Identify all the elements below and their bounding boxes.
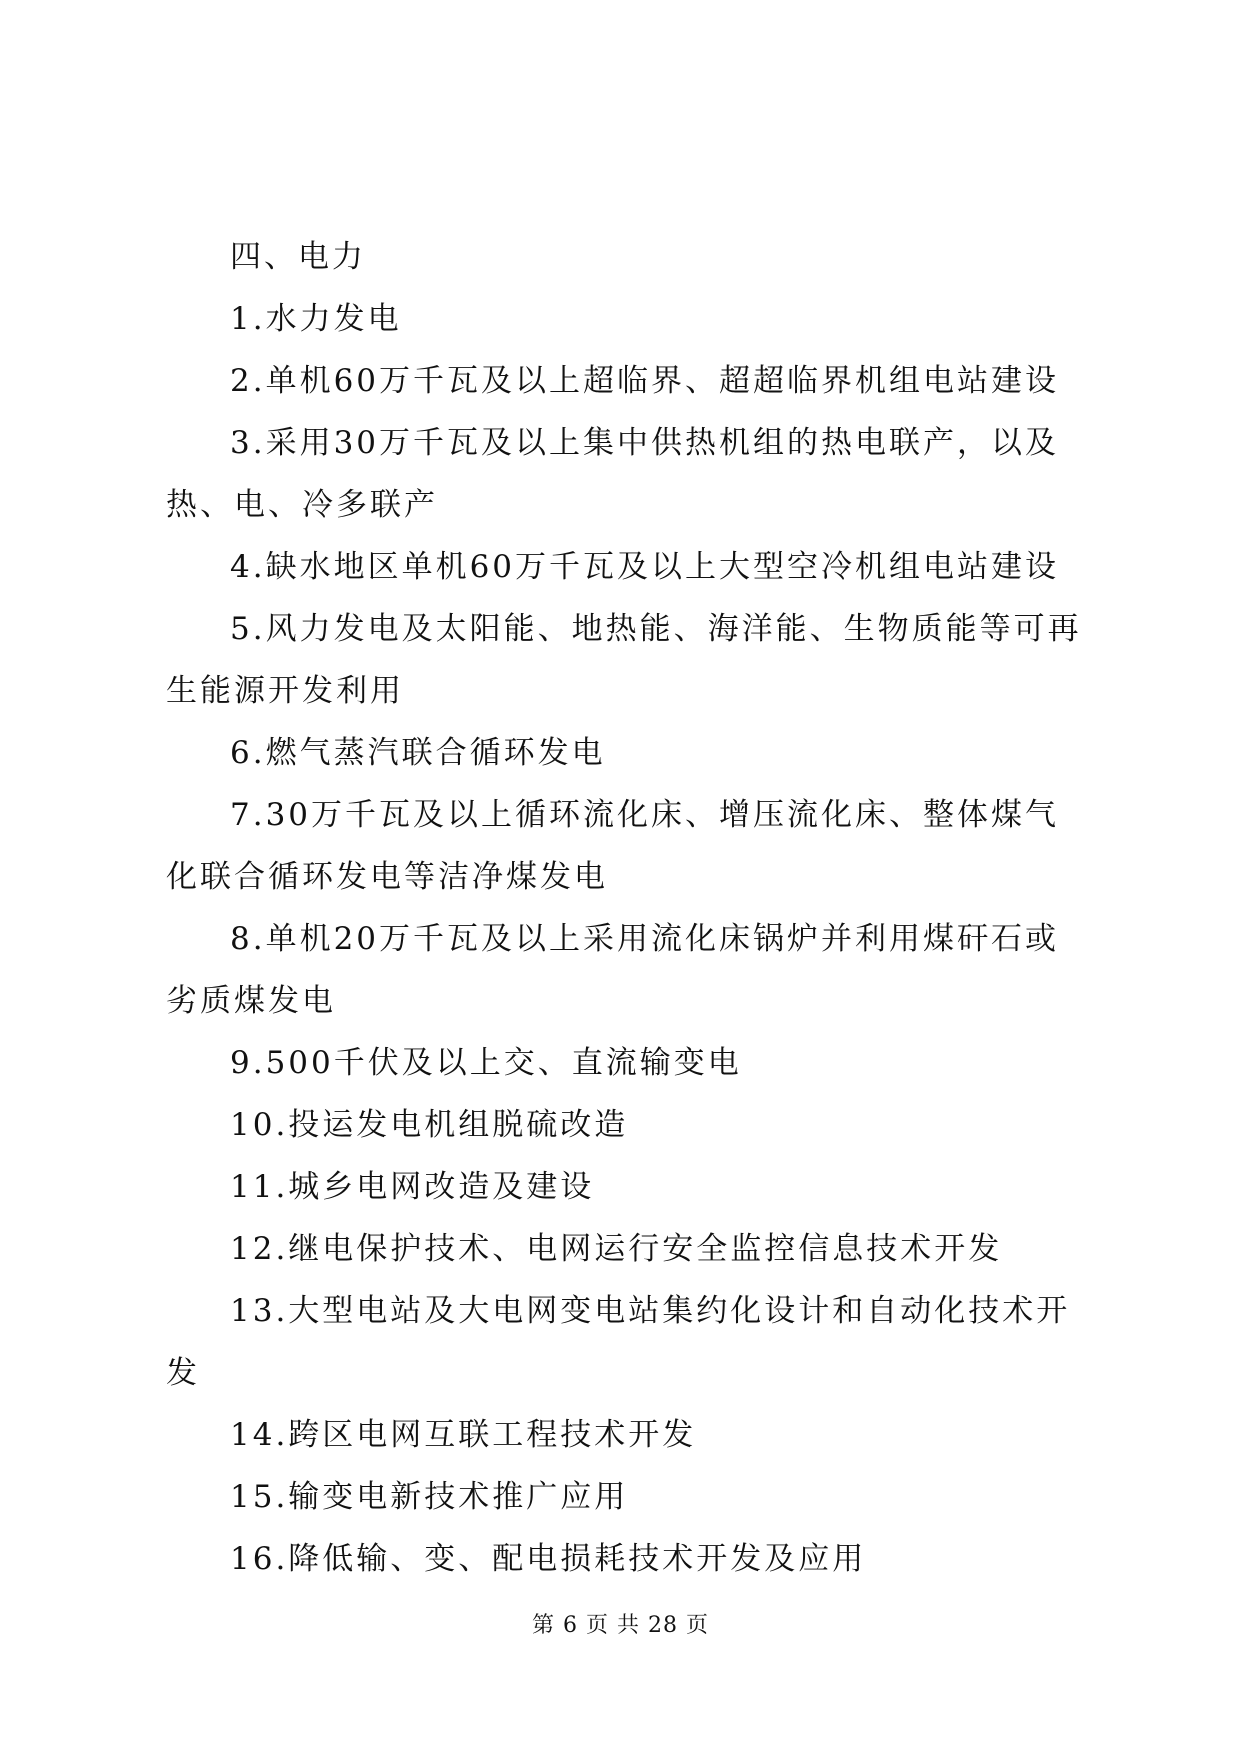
list-item: 5.风力发电及太阳能、地热能、海洋能、生物质能等可再生能源开发利用 <box>166 611 1082 709</box>
list-item: 13.大型电站及大电网变电站集约化设计和自动化技术开发 <box>166 1293 1071 1391</box>
page-number: 第 6 页 共 28 页 <box>532 1613 709 1638</box>
list-item: 1.水力发电 <box>230 301 402 337</box>
list-item: 10.投运发电机组脱硫改造 <box>230 1107 629 1143</box>
document-body <box>166 226 1086 1590</box>
list-item: 11.城乡电网改造及建设 <box>230 1169 595 1205</box>
list-item: 6.燃气蒸汽联合循环发电 <box>230 735 606 771</box>
list-item: 15.输变电新技术推广应用 <box>230 1479 629 1515</box>
section-heading: 四、电力 <box>230 239 366 275</box>
list-item: 4.缺水地区单机60万千瓦及以上大型空冷机组电站建设 <box>230 549 1060 585</box>
page-footer <box>0 1608 1241 1639</box>
list-item: 7.30万千瓦及以上循环流化床、增压流化床、整体煤气化联合循环发电等洁净煤发电 <box>166 797 1060 895</box>
list-item: 9.500千伏及以上交、直流输变电 <box>230 1045 742 1081</box>
list-item: 3.采用30万千瓦及以上集中供热机组的热电联产，以及热、电、冷多联产 <box>166 425 1060 523</box>
list-item: 14.跨区电网互联工程技术开发 <box>230 1417 697 1453</box>
list-item: 12.继电保护技术、电网运行安全监控信息技术开发 <box>230 1231 1003 1267</box>
list-item: 16.降低输、变、配电损耗技术开发及应用 <box>230 1541 867 1577</box>
list-item: 2.单机60万千瓦及以上超临界、超超临界机组电站建设 <box>230 363 1060 399</box>
list-item: 8.单机20万千瓦及以上采用流化床锅炉并利用煤矸石或劣质煤发电 <box>166 921 1060 1019</box>
